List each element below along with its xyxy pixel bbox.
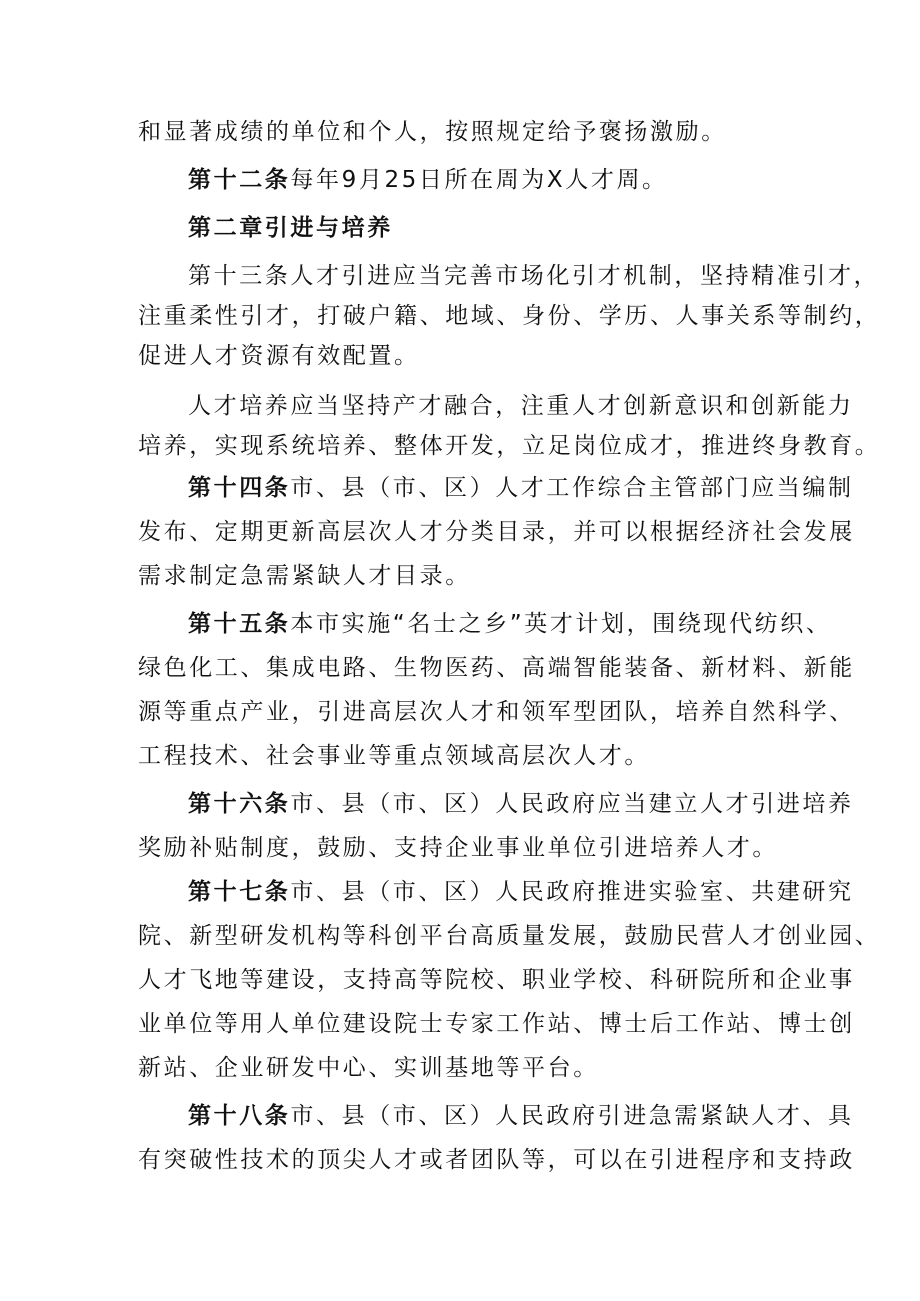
paragraph-text: 需求制定急需紧缺人才目录。 xyxy=(138,563,471,589)
talent-training-line-2 xyxy=(138,432,880,460)
paragraph-text: 市、县（市、区）人民政府引进急需紧缺人才、具 xyxy=(290,1103,854,1129)
paragraph-text: 奖励补贴制度，鼓励、支持企业事业单位引进培养人才。 xyxy=(138,835,778,861)
chapter-heading: 第二章引进与培养 xyxy=(188,215,393,241)
article-17-line-4 xyxy=(138,1010,855,1038)
paragraph-text: 院、新型研发机构等科创平台高质量发展，鼓励民营人才创业园、 xyxy=(138,923,881,949)
paragraph-text: 有突破性技术的顶尖人才或者团队等，可以在引进程序和支持政 xyxy=(138,1147,855,1173)
paragraph-text: 人才飞地等建设，支持高等院校、职业学校、科研院所和企业事 xyxy=(138,967,855,993)
paragraph-text: 业单位等用人单位建设院士专家工作站、博士后工作站、博士创 xyxy=(138,1011,855,1037)
article-14-line-1 xyxy=(188,474,854,502)
paragraph-text: 新站、企业研发中心、实训基地等平台。 xyxy=(138,1055,599,1081)
article-18-line-1 xyxy=(188,1102,854,1130)
paragraph-text: 和显著成绩的单位和个人，按照规定给予褒扬激励。 xyxy=(138,119,727,145)
talent-training-line-1 xyxy=(188,392,854,420)
article-17-line-1 xyxy=(188,878,854,906)
paragraph-text: 市、县（市、区）人民政府推进实验室、共建研究 xyxy=(290,879,854,905)
article-14-line-2 xyxy=(138,518,855,546)
article-heading: 第十五条 xyxy=(188,611,291,637)
paragraph-text: 市、县（市、区）人才工作综合主管部门应当编制 xyxy=(290,475,854,501)
paragraph-text: 第十三条人才引进应当完善市场化引才机制，坚持精准引才， xyxy=(188,263,880,289)
article-17-line-2 xyxy=(138,922,880,950)
article-heading: 第十四条 xyxy=(188,475,291,501)
paragraph-text: 培养，实现系统培养、整体开发，立足岗位成才，推进终身教育。 xyxy=(138,433,881,459)
article-15-line-1 xyxy=(188,610,831,638)
article-17-line-5 xyxy=(138,1054,599,1082)
article-15-line-2 xyxy=(138,654,855,682)
paragraph-text: 源等重点产业，引进高层次人才和领军型团队，培养自然科学、 xyxy=(138,699,855,725)
article-heading: 第十六条 xyxy=(188,791,291,817)
article-14-line-3 xyxy=(138,562,471,590)
paragraph-text: 工程技术、社会事业等重点领域高层次人才。 xyxy=(138,743,650,769)
article-13-line-1 xyxy=(188,262,879,290)
article-16-line-2 xyxy=(138,834,778,862)
paragraph-text: 注重柔性引才，打破户籍、地域、身份、学历、人事关系等制约， xyxy=(138,303,881,329)
article-18-line-2 xyxy=(138,1146,855,1174)
article-16-line-1 xyxy=(188,790,854,818)
article-17-line-3 xyxy=(138,966,855,994)
paragraph-line-1 xyxy=(138,118,727,146)
chapter-title xyxy=(188,214,393,242)
paragraph-text: 绿色化工、集成电路、生物医药、高端智能装备、新材料、新能 xyxy=(138,655,855,681)
article-15-line-3 xyxy=(138,698,855,726)
article-13-line-2 xyxy=(138,302,880,330)
article-15-line-4 xyxy=(138,742,650,770)
article-12 xyxy=(188,166,668,194)
paragraph-text: 本市实施“名士之乡”英才计划，围绕现代纺织、 xyxy=(290,611,832,637)
paragraph-text: 发布、定期更新高层次人才分类目录，并可以根据经济社会发展 xyxy=(138,519,855,545)
paragraph-text: 每年9月25日所在周为X人才周。 xyxy=(290,167,668,193)
article-heading: 第十二条 xyxy=(188,167,291,193)
paragraph-text: 促进人才资源有效配置。 xyxy=(138,343,420,369)
article-13-line-3 xyxy=(138,342,420,370)
paragraph-text: 人才培养应当坚持产才融合，注重人才创新意识和创新能力 xyxy=(188,393,854,419)
paragraph-text: 市、县（市、区）人民政府应当建立人才引进培养 xyxy=(290,791,854,817)
article-heading: 第十八条 xyxy=(188,1103,291,1129)
article-heading: 第十七条 xyxy=(188,879,291,905)
